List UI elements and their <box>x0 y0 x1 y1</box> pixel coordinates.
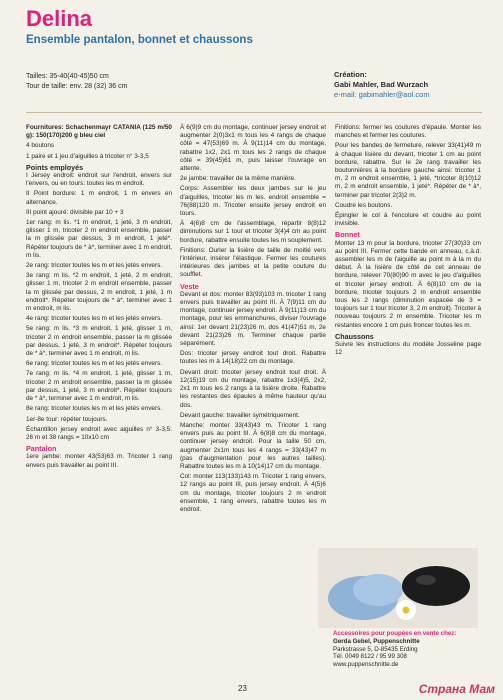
page-title: Delina <box>26 6 93 31</box>
text-para: Devant droit: tricoter jersey endroit tout droit. À 12(15)19 cm du montage, rabattre 1x3(4)5, 2x2, 2x1 m tous les 2 rangs à la lisière droite. Rabattre les restantes des épaules à même hauteur qu'au dos. <box>180 368 326 409</box>
text-para: 3e rang: m lis. *2 m endroit, 1 jeté, 2 m endroit, glisser 1 m, tricoter 2 m endroit ensemble, passer la m glissée par dessus, 2 m endroit, 1 jeté, 1 m endroit*. Répéter toujours de * à*, terminer avec 1 m endroit, m lis. <box>26 272 172 313</box>
page-subtitle: Ensemble pantalon, bonnet et chaussons <box>26 34 253 46</box>
text-para: Monter 13 m pour la bordure, tricoter 27(30)33 cm au point III. Fermer cette bande en anneau, c.à.d. assembler les m de l'aiguille au point m à la m du début. À la lisière de côté de cet anneau de bordure, relever 70(80)90 m avec le jeu d'aiguilles et tricoter jersey endroit. À 6(8)10 cm de la bordure, tricoter toujours 2 m endroit ensemble tous les 2 rangs (diminution espacée de 3 = toujours sur 1 tour tricoter 3, 2 m endroit). Tricoter à nouveau toujours 2 m ensemble. Tricoter les m restantes encore 1 cm puis froncer toutes les m. <box>335 239 481 329</box>
section-heading: Points employés <box>26 162 84 172</box>
text-para: Fournitures: Schachenmayr CATANIA (125 m/50 g): 150(170)200 g bleu ciel <box>26 124 172 140</box>
divider <box>26 112 482 113</box>
text-para: Épingler le col à l'encolure et coudre au point invisible. <box>335 212 481 228</box>
text-para: Dos: tricoter jersey endroit tout droit. Rabattre toutes les m à 14(18)22 cm du montage. <box>180 350 326 366</box>
text-para: 4e rang: tricoter toutes les m et les jetés envers. <box>26 315 163 323</box>
accessories-tel: Tél. 0049 8122 / 95 99 308 <box>333 653 407 661</box>
text-para: 7e rang: m lis. *4 m endroit, 1 jeté, glisser 1 m, tricoter 2 m endroit ensemble, passer la m glissée par dessus, 1 jeté, 3 m endroit*. Répéter toujours de * à*, terminer avec 1 m endroit, m lis. <box>26 370 172 403</box>
sizes-tour: Tour de taille: env. 28 (32) 36 cm <box>26 83 128 90</box>
creation-email[interactable]: e-mail: gabimahler@aol.com <box>334 90 430 99</box>
booties-image <box>318 548 478 628</box>
text-para: 8e rang: tricoter toutes les m et les jetés envers. <box>26 405 163 413</box>
accessories-web[interactable]: www.puppenschnitte.de <box>333 661 399 669</box>
text-para: Échantillon jersey endroit avec aiguilles n° 3-3,5: 26 m et 38 rangs = 10x10 cm <box>26 425 172 441</box>
text-para: 6e rang: tricoter toutes les m et les jetés envers. <box>26 360 163 368</box>
text-para: Finitions: fermer les coutures d'épaule. Monter les manches et fermer les coutures. <box>335 124 481 140</box>
text-para: À 4(6)8 cm de l'assemblage, répartir 8(8)12 diminutions sur 1 tour et tricoter 3(4)4 cm au point bordure, rabattre ensuite toutes les m souplement. <box>180 220 326 244</box>
text-para: 1 paire et 1 jeu d'aiguilles à tricoter n° 3-3,5 <box>26 152 149 160</box>
section-heading-veste: Veste <box>180 281 199 291</box>
text-para: Pour les bandes de fermeture, relever 33(41)49 m à chaque lisière du devant, tricoter 1 cm au point bordure, rabattre. Sur le 2e rang travailler les boutonnières à la bordure gauche ainsi: tricoter 1 m, 2 m endroit ensemble, 1 jeté, *tricoter 8(10)12 m, 2 m endroit ensemble, 1 jeté*. Répéter de * à*, terminer par tricoter 2(3)2 m. <box>335 142 481 199</box>
text-para: 2e jambe: travailler de la même manière. <box>180 175 296 183</box>
text-para: Suivre les instructions du modèle Josseline page 12 <box>335 341 481 357</box>
accessories-block <box>333 630 478 669</box>
text-para: 5e rang: m lis. *3 m endroit, 1 jeté, glisser 1 m, tricoter 2 m endroit ensemble, passer la m glissée par dessus, 1 jeté, 3 m endroit*. Répéter toujours de * à*, terminer avec 1 m endroit, m lis. <box>26 325 172 358</box>
text-para: Devant et dos: monter 83(93)103 m. tricoter 1 rang envers puis travailler au point III. À 7(9)11 cm du montage, continuer jersey endroit. À 9(11)13 cm du montage, pour les emmanchures, diviser l'ouvrage ainsi: 1er devant 21(23)26 m, dos 41(47)51 m, 2e devant 21(23)26 m. Terminer chaque partie séparément. <box>180 290 326 348</box>
section-heading-chaussons: Chaussons <box>335 331 374 341</box>
text-para: II Point bordure: 1 m endroit, 1 m envers en alternance. <box>26 190 172 206</box>
text-para: À 6(9)9 cm du montage, continuer jersey endroit et augmenter 2(0)3x1 m tous les 4 rangs de chaque côté = 47(53)69 m. À 9(11)14 cm du montage, rabattre 1x2, 2x1 m tous les 2 rangs de chaque côté = 39(45)61 m, puis laisser l'ouvrage en attente. <box>180 124 326 173</box>
column-3 <box>335 124 481 359</box>
booties-photo <box>318 548 478 628</box>
accessories-title: Accessoires pour poupées en vente chez: <box>333 630 457 637</box>
text-para: I Jersey endroit: endroit sur l'endroit, envers sur l'envers, ou en tours: toutes les m endroit. <box>26 172 172 188</box>
text-para: III point ajouré: divisible par 10 + 3 <box>26 208 124 216</box>
sizes-tailles: Tailles: 35-40(40-45)50 cm <box>26 73 109 80</box>
page-number: 23 <box>238 684 247 693</box>
creation-block <box>334 70 430 100</box>
text-para: Finitions: Ourler la lisière de taille de moitié vers l'intérieur, insérer l'élastique. Fermer les coutures intérieures des jambes et la petite couture du soufflet. <box>180 246 326 279</box>
text-para: 2e rang: tricoter toutes les m et les jetés envers. <box>26 262 163 270</box>
section-heading-pantalon: Pantalon <box>26 444 57 454</box>
text-para: Corps: Assembler les deux jambes sur le jeu d'aiguilles, tricoter les m les. endroit ensemble = 76(88)120 m. Tricoter ensuite jersey endroit en tours. <box>180 185 326 218</box>
column-1 <box>26 124 172 472</box>
text-para: 1er-8e tour: répéter toujours. <box>26 415 108 423</box>
sizes-block <box>26 72 127 92</box>
text-para: 1ere jambe: monter 43(53)63 m. Tricoter 1 rang envers puis travailler au point III. <box>26 453 172 469</box>
accessories-name: Gerda Gebel, Puppenschnitte <box>333 637 420 645</box>
column-2 <box>180 124 326 516</box>
section-heading-bonnet: Bonnet <box>335 230 360 240</box>
creation-label: Création: <box>334 70 367 79</box>
text-para: Col: monter 113(133)143 m. Tricoter 1 rang envers, 12 rangs au point III, puis jersey endroit. À 4(5)6 cm du montage, tricoter toujours 2 m endroit ensemble, 1 rang envers, rabattre toutes les m endroit. <box>180 473 326 513</box>
text-para: 1er rang: m lis. *1 m endroit, 1 jeté, 3 m endroit, glisser 1 m, tricoter 2 m endroit ensemble, passer la m glissée par dessus, 3 m endroit, 1 jeté*. Répéter toujours de * à*, terminer avec 1 m endroit, m lis. <box>26 219 172 259</box>
text-para: Coudre les boutons. <box>335 201 393 209</box>
text-para: Devant gauche: travailler symétriquement. <box>180 411 300 419</box>
accessories-address: Parkstrasse 5, D-85435 Erding <box>333 645 418 653</box>
text-para: 4 boutons <box>26 142 55 150</box>
creation-author: Gabi Mahler, Bad Wurzach <box>334 80 429 89</box>
watermark-logo: Страна Мам <box>418 682 495 696</box>
text-para: Manche: monter 33(43)43 m. Tricoter 1 rang envers puis au point III. À 6(8)8 cm du montage, continuer jersey endroit. Pour la taille 50 cm, augmenter 2x1m tous les 4 rangs = 33(43)47 m (pas d'augmentation pour les autres tailles). Rabattre toutes les m à 10(14)17 cm du montage. <box>180 421 326 470</box>
